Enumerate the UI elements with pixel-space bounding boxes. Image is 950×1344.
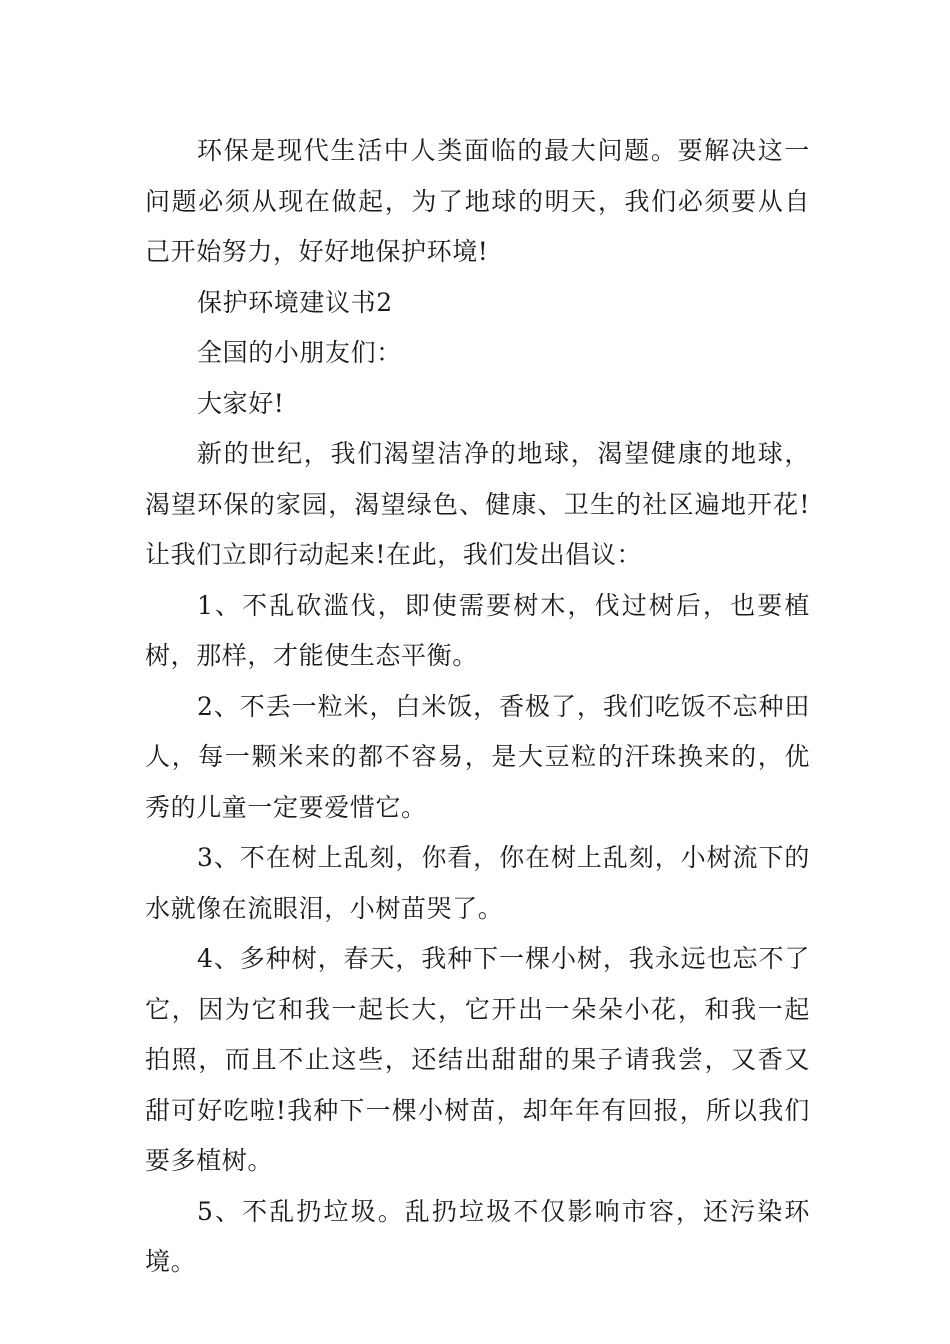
document-page [145, 126, 810, 1288]
paragraph-proposal: 新的世纪，我们渴望洁净的地球，渴望健康的地球，渴望环保的家园，渴望绿色、健康、卫生的社区遍地开花!让我们立即行动起来!在此，我们发出倡议： [145, 439, 810, 569]
list-item: 2、不丢一粒米，白米饭，香极了，我们吃饭不忘种田人，每一颗米来的都不容易，是大豆粒的汗珠换来的，优秀的儿童一定要爱惜它。 [145, 691, 810, 822]
document-title: 保护环境建议书2 [197, 287, 393, 317]
list-item: 1、不乱砍滥伐，即使需要树木，伐过树后，也要植树，那样，才能使生态平衡。 [145, 590, 810, 670]
paragraph-intro: 环保是现代生活中人类面临的最大问题。要解决这一问题必须从现在做起，为了地球的明天，我们必须要从自己开始努力，好好地保护环境! [145, 136, 810, 266]
list-item: 3、不在树上乱刻，你看，你在树上乱刻，小树流下的水就像在流眼泪，小树苗哭了。 [145, 843, 810, 923]
salutation: 全国的小朋友们： [197, 338, 402, 367]
list-item: 5、不乱扔垃圾。乱扔垃圾不仅影响市容，还污染环境。 [145, 1196, 810, 1276]
list-item: 4、多种树，春天，我种下一棵小树，我永远也忘不了它，因为它和我一起长大，它开出一朵朵小花，和我一起拍照，而且不止这些，还结出甜甜的果子请我尝，又香又甜可好吃啦!我种下一棵小树苗，却年年有回报，所以我们要多植树。 [145, 944, 810, 1175]
greeting: 大家好! [197, 388, 285, 418]
